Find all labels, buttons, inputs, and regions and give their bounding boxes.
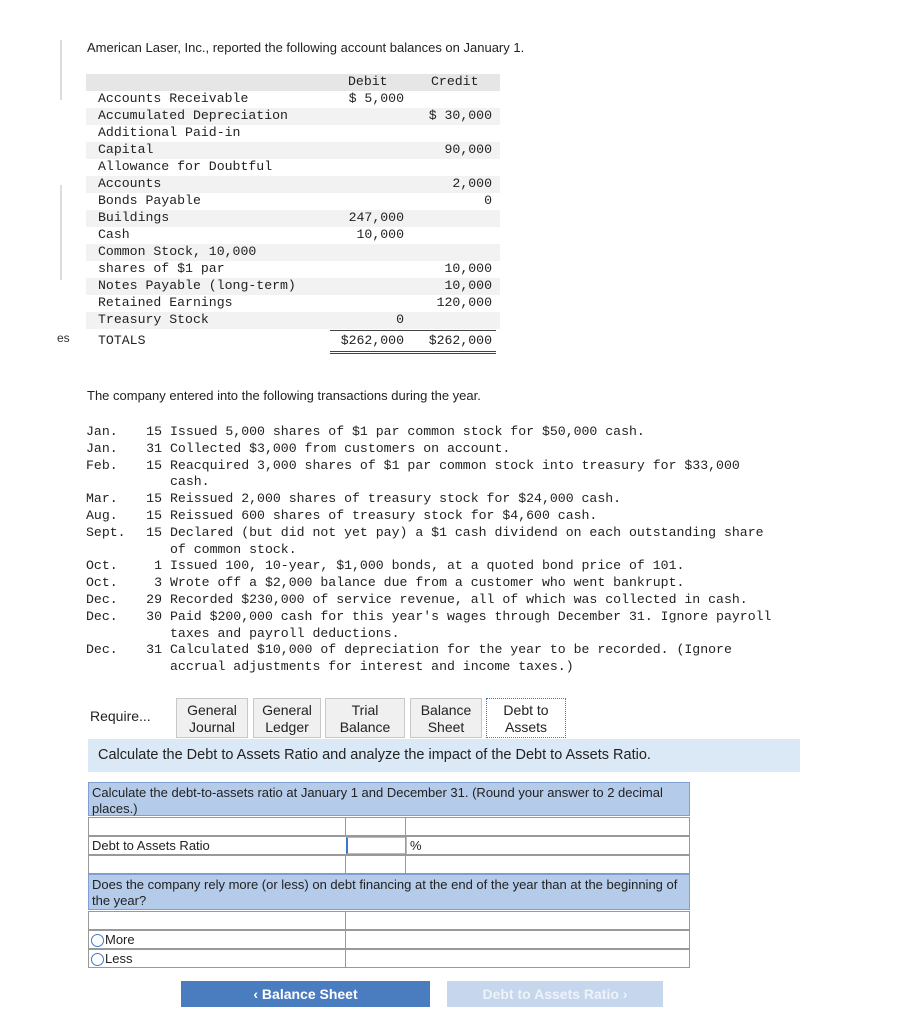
tab-label-line2: Journal bbox=[189, 719, 235, 735]
transaction-day: 15 bbox=[146, 491, 162, 507]
account-name: Accounts Receivable bbox=[98, 91, 249, 106]
debt-to-assets-label: Debt to Assets Ratio bbox=[92, 838, 210, 853]
debit-value: 0 bbox=[396, 312, 404, 327]
debt-to-assets-input[interactable] bbox=[346, 837, 407, 854]
transaction-text: Reacquired 3,000 shares of $1 par common stock into treasury for $33,000 cash. bbox=[170, 457, 740, 490]
account-name: Buildings bbox=[98, 210, 170, 225]
credit-value: $ 30,000 bbox=[428, 108, 492, 123]
q1-grid-row bbox=[88, 855, 690, 874]
transaction-month: Feb. bbox=[86, 457, 118, 473]
q2-option-row bbox=[88, 930, 690, 949]
account-row bbox=[86, 91, 500, 108]
transaction-month: Oct. bbox=[86, 558, 118, 574]
transaction-text: Recorded $230,000 of service revenue, all of which was collected in cash. bbox=[170, 592, 748, 607]
debit-value: 10,000 bbox=[356, 227, 404, 242]
credit-value: $262,000 bbox=[428, 333, 492, 348]
chevron-right-icon: › bbox=[622, 986, 628, 1002]
debit-value: 247,000 bbox=[348, 210, 404, 225]
radio-less[interactable] bbox=[91, 953, 104, 966]
account-name: Capital bbox=[98, 142, 154, 157]
transaction-text: Reissued 600 shares of treasury stock for $4,600 cash. bbox=[170, 508, 598, 523]
q1-answer-row bbox=[88, 836, 690, 855]
tab-label-line2: Sheet bbox=[427, 719, 465, 735]
account-row bbox=[86, 312, 500, 329]
debit-value: $ 5,000 bbox=[348, 91, 404, 106]
transaction-day: 31 bbox=[146, 642, 162, 658]
transaction-month: Sept. bbox=[86, 524, 126, 540]
chevron-left-icon: ‹ bbox=[253, 986, 259, 1002]
tab-general-ledger[interactable] bbox=[253, 698, 321, 738]
transaction-month: Oct. bbox=[86, 575, 118, 591]
credit-value: 2,000 bbox=[452, 176, 492, 191]
account-row bbox=[86, 125, 500, 142]
account-row bbox=[86, 227, 500, 244]
next-button-label: Debt to Assets Ratio bbox=[482, 986, 619, 1002]
tab-label-line1: Trial bbox=[351, 702, 379, 718]
account-row bbox=[86, 142, 500, 159]
transaction-text: Issued 5,000 shares of $1 par common stock for $50,000 cash. bbox=[170, 424, 645, 439]
account-name: Cash bbox=[98, 227, 130, 242]
credit-value: 90,000 bbox=[444, 142, 492, 157]
credit-header: Credit bbox=[431, 74, 479, 89]
tab-label-line1: General bbox=[187, 702, 237, 718]
transaction-text: Wrote off a $2,000 balance due from a customer who went bankrupt. bbox=[170, 575, 685, 591]
account-name: Bonds Payable bbox=[98, 193, 201, 208]
account-name: TOTALS bbox=[98, 333, 146, 348]
double-underline bbox=[330, 351, 496, 352]
tab-label-line2: Ledger bbox=[265, 719, 309, 735]
transaction-day: 30 bbox=[146, 608, 162, 624]
credit-value: 0 bbox=[484, 193, 492, 208]
account-name: Allowance for Doubtful bbox=[98, 159, 273, 174]
option-more-label[interactable]: More bbox=[105, 932, 135, 947]
next-button[interactable] bbox=[447, 981, 663, 1007]
transaction-month: Jan. bbox=[86, 440, 118, 456]
tab-label-line2: Assets bbox=[504, 719, 547, 735]
account-name: Treasury Stock bbox=[98, 312, 209, 327]
transaction-month: Dec. bbox=[86, 642, 118, 658]
prev-button-label: Balance Sheet bbox=[261, 986, 358, 1002]
account-name: Accumulated Depreciation bbox=[98, 108, 288, 123]
q2-grid-row bbox=[88, 911, 690, 930]
transaction-month: Dec. bbox=[86, 592, 118, 607]
intro-text: American Laser, Inc., reported the following account balances on January 1. bbox=[87, 40, 525, 55]
account-row bbox=[86, 176, 500, 193]
requirement-text: Calculate the Debt to Assets Ratio and analyze the impact of the Debt to Assets Ratio. bbox=[98, 747, 651, 763]
q2-option-row bbox=[88, 949, 690, 968]
margin-rule bbox=[60, 40, 62, 100]
tab-debt-to-assets[interactable] bbox=[486, 698, 566, 738]
account-row bbox=[86, 193, 500, 210]
q2-prompt: Does the company rely more (or less) on debt financing at the end of the year than at the beginning of the year? bbox=[88, 874, 690, 910]
q1-grid-row bbox=[88, 817, 690, 836]
transaction-text: Collected $3,000 from customers on account. bbox=[170, 440, 511, 456]
double-underline bbox=[330, 353, 496, 354]
account-row bbox=[86, 278, 500, 295]
q1-prompt: Calculate the debt-to-assets ratio at January 1 and December 31. (Round your answer to 2 decimal places.) bbox=[88, 782, 690, 816]
account-name: Common Stock, 10,000 bbox=[98, 244, 257, 259]
transaction-text: Issued 100, 10-year, $1,000 bonds, at a quoted bond price of 101. bbox=[170, 558, 685, 574]
tab-label-line1: Debt to bbox=[503, 702, 549, 718]
transaction-day: 31 bbox=[146, 440, 162, 456]
transaction-month: Jan. bbox=[86, 424, 118, 439]
account-name: Retained Earnings bbox=[98, 295, 233, 310]
margin-rule bbox=[60, 185, 62, 280]
transaction-month: Aug. bbox=[86, 508, 118, 523]
transaction-month: Dec. bbox=[86, 608, 118, 624]
total-rule bbox=[330, 330, 496, 331]
credit-value: 120,000 bbox=[436, 295, 492, 310]
account-row bbox=[86, 210, 500, 227]
requirement-bar bbox=[88, 739, 800, 772]
transaction-day: 29 bbox=[146, 592, 162, 607]
transaction-day: 15 bbox=[146, 424, 162, 439]
transaction-day: 15 bbox=[146, 508, 162, 523]
transaction-day: 15 bbox=[146, 457, 162, 473]
table-header bbox=[86, 74, 500, 91]
require-tab[interactable]: Require... bbox=[90, 708, 151, 724]
account-row bbox=[86, 108, 500, 125]
transaction-day: 15 bbox=[146, 524, 162, 540]
transaction-text: Reissued 2,000 shares of treasury stock for $24,000 cash. bbox=[170, 491, 622, 507]
tab-balance-sheet[interactable] bbox=[410, 698, 482, 738]
totals-row bbox=[86, 333, 500, 350]
percent-unit: % bbox=[410, 838, 422, 853]
transactions-intro: The company entered into the following transactions during the year. bbox=[87, 388, 481, 403]
account-row bbox=[86, 244, 500, 261]
tab-label-line2: Balance bbox=[339, 719, 391, 735]
transaction-day: 3 bbox=[154, 575, 162, 591]
transaction-text: Calculated $10,000 of depreciation for the year to be recorded. (Ignore accrual adjustments for interest and income taxes.) bbox=[170, 642, 732, 675]
transaction-day: 1 bbox=[154, 558, 162, 574]
account-name: Notes Payable (long-term) bbox=[98, 278, 296, 293]
transaction-text: Declared (but did not yet pay) a $1 cash dividend on each outstanding share of common stock. bbox=[170, 524, 764, 557]
transaction-text: Paid $200,000 cash for this year's wages through December 31. Ignore payroll taxes and payroll deductions. bbox=[170, 608, 772, 641]
tab-label-line1: Balance bbox=[420, 702, 472, 718]
prev-button[interactable] bbox=[181, 981, 430, 1007]
account-name: shares of $1 par bbox=[98, 261, 225, 276]
account-name: Additional Paid-in bbox=[98, 125, 241, 140]
account-name: Accounts bbox=[98, 176, 162, 191]
tab-trial-balance[interactable] bbox=[325, 698, 405, 738]
credit-value: 10,000 bbox=[444, 261, 492, 276]
option-less-label[interactable]: Less bbox=[105, 951, 133, 966]
account-row bbox=[86, 159, 500, 176]
radio-more[interactable] bbox=[91, 934, 104, 947]
debit-header: Debit bbox=[348, 74, 388, 89]
margin-text-fragment: es bbox=[57, 331, 70, 345]
debit-value: $262,000 bbox=[340, 333, 404, 348]
tab-label-line1: General bbox=[262, 702, 312, 718]
account-row bbox=[86, 261, 500, 278]
tab-general-journal[interactable] bbox=[176, 698, 248, 738]
transaction-month: Mar. bbox=[86, 491, 118, 507]
credit-value: 10,000 bbox=[444, 278, 492, 293]
account-row bbox=[86, 295, 500, 312]
